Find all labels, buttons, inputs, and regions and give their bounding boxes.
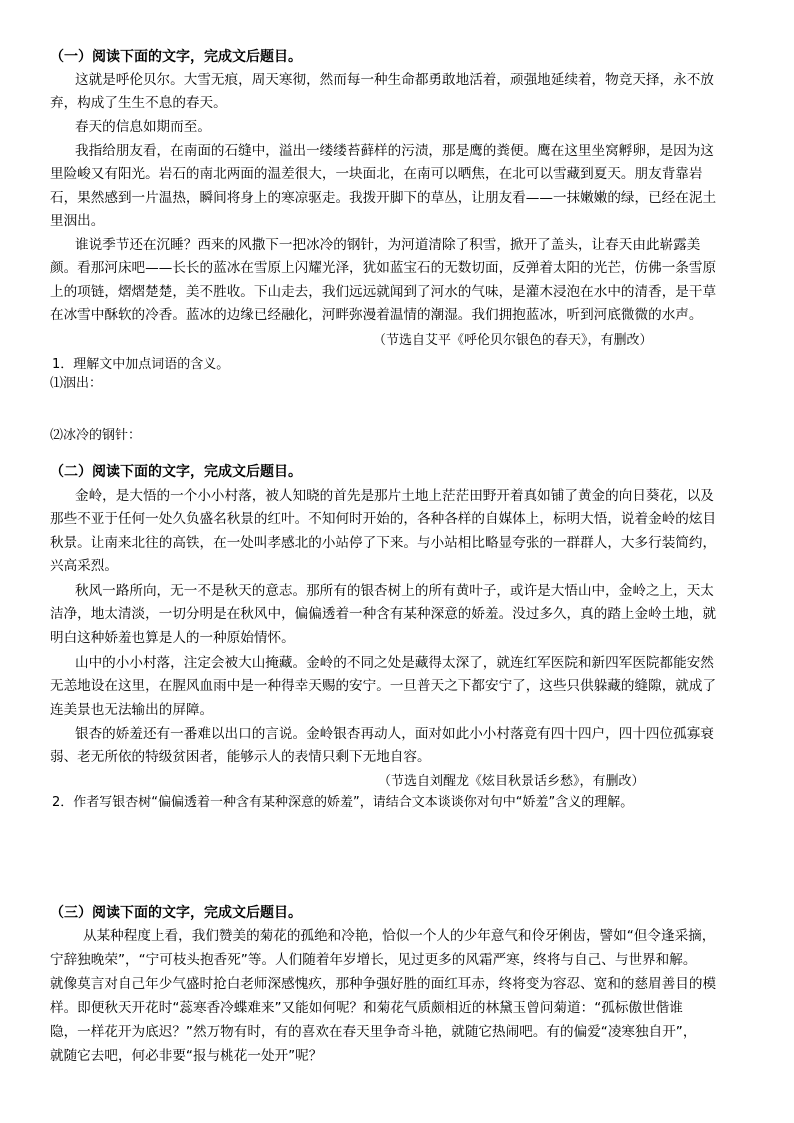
section3-line: 样。即便秋天开花时“蕊寒香冷蝶难来”又能如何呢？和菊花气质颇相近的林黛玉曾问菊道：“孤标傲世偕谁 (50, 1000, 683, 1016)
section2-line: 无恙地设在这里，在腥风血雨中是一种得幸天赐的安宁。一旦普天之下都安宁了，这些只供躲藏的缝隙，就成了 (50, 678, 717, 694)
section1-line: 石，果然感到一片温热，瞬间将身上的寒凉驱走。我拨开脚下的草丛，让朋友看——一抹嫩嫩的绿，已经在泥土 (50, 190, 717, 206)
section1-line: 在冰雪中酥软的冷香。蓝冰的边缘已经融化，河畔弥漫着温情的潮湿。我们拥抱蓝冰，听到河底微微的水声。 (50, 307, 703, 323)
section1-line: 我指给朋友看，在南面的石缝中，溢出一缕缕苔藓样的污渍，那是鹰的粪便。鹰在这里坐窝孵卵，是因为这 (75, 143, 714, 159)
section3-heading: （三）阅读下面的文字，完成文后题目。 (50, 905, 302, 921)
section1-line: 春天的信息如期而至。 (75, 119, 211, 135)
section2-line: 山中的小小村落，注定会被大山掩藏。金岭的不同之处是藏得太深了，就连红军医院和新四军医院都能安然 (75, 655, 714, 671)
section1-line: 弃，构成了生生不息的春天。 (50, 95, 227, 111)
section1-source: （节选自艾平《呼伦贝尔银色的春天》，有删改） (373, 333, 653, 348)
section2-line: 连美景也无法输出的屏障。 (50, 702, 214, 718)
section2-line: 洁净，地太清淡，一切分明是在秋风中，偏偏透着一种含有某种深意的娇羞。没过多久，真的踏上金岭土地，就 (50, 606, 717, 622)
section2-line: 弱、老无所依的特级贫困者，能够示人的表情只剩下无地自容。 (50, 749, 431, 765)
section2-line: 银杏的娇羞还有一番难以出口的言说。金岭银杏再动人，面对如此小小村落竟有四十四户，四十四位孤寡衰 (75, 726, 714, 742)
section1-line: 颜。看那河床吧——长长的蓝冰在雪原上闪耀光泽，犹如蓝宝石的无数切面，反弹着太阳的光芒，仿佛一条雪原 (50, 260, 717, 276)
section3-line: 宁辞独晚荣”，“宁可枝头抱香死”等。人们随着年岁增长，见过更多的风霜严寒，终将与自己、与世界和解。 (50, 952, 697, 968)
section1-heading: （一）阅读下面的文字，完成文后题目。 (50, 49, 302, 65)
section1-line: 这就是呼伦贝尔。大雪无痕，周天寒彻，然而每一种生命都勇敢地活着，顽强地延续着，物竞天择，永不放 (75, 72, 714, 88)
section1-line: 里险峻又有阳光。岩石的南北两面的温差很大，一块面北，在南可以晒焦，在北可以雪藏到夏天。朋友背靠岩 (50, 166, 703, 182)
section2-line: 金岭，是大悟的一个小小村落，被人知晓的首先是那片土地上茫茫田野开着真如铺了黄金的向日葵花，以及 (75, 488, 714, 504)
section2-heading: （二）阅读下面的文字，完成文后题目。 (50, 464, 302, 480)
question-1-sub1: ⑴洇出： (50, 376, 103, 391)
section3-line: 从某种程度上看，我们赞美的菊花的孤绝和冷艳，恰似一个人的少年意气和伶牙俐齿，譬如“但令逢采摘， (83, 928, 716, 944)
question-2: 2．作者写银杏树“偏偏透着一种含有某种深意的娇羞”，请结合文本谈谈你对句中“娇羞”含义的理解。 (52, 795, 634, 810)
section1-line: 上的项链，熠熠楚楚，美不胜收。下山走去，我们远远就闻到了河水的气味，是灌木浸泡在水中的清香，是干草 (50, 284, 717, 300)
section2-line: 明白这种娇羞也算是人的一种原始情怀。 (50, 630, 295, 646)
section1-line: 谁说季节还在沉睡？西来的风撒下一把冰冷的钢针，为河道清除了积雪，掀开了盖头，让春天由此崭露美 (75, 237, 701, 253)
question-1-sub2: ⑵冰冷的钢针： (50, 428, 142, 443)
section2-line: 秋景。让南来北往的高铁，在一处叫孝感北的小站停了下来。与小站相比略显夸张的一群群人，大多行装简约， (50, 535, 717, 551)
section1-line: 里洇出。 (50, 213, 105, 229)
section2-line: 那些不亚于任何一处久负盛名秋景的红叶。不知何时开始的，各种各样的自媒体上，标明大悟，说着金岭的炫目 (50, 511, 717, 527)
section3-line: 隐，一样花开为底迟？”然万物有时，有的喜欢在春天里争奇斗艳，就随它热闹吧。有的偏爱“凌寒独自开”， (50, 1024, 697, 1040)
section2-line: 兴高采烈。 (50, 558, 118, 574)
section2-source: （节选自刘醒龙《炫目秋景话乡愁》，有删改） (378, 774, 645, 789)
section3-line: 就像莫言对自己年少气盛时抢白老师深感愧疚，那种争强好胜的面红耳赤，终将变为容忍、宽和的慈眉善目的模 (50, 976, 717, 992)
question-1: 1．理解文中加点词语的含义。 (52, 357, 230, 372)
section3-line: 就随它去吧，何必非要“报与桃花一处开”呢？ (50, 1048, 323, 1064)
section2-line: 秋风一路所向，无一不是秋天的意志。那所有的银杏树上的所有黄叶子，或许是大悟山中，金岭之上，天太 (75, 583, 714, 599)
